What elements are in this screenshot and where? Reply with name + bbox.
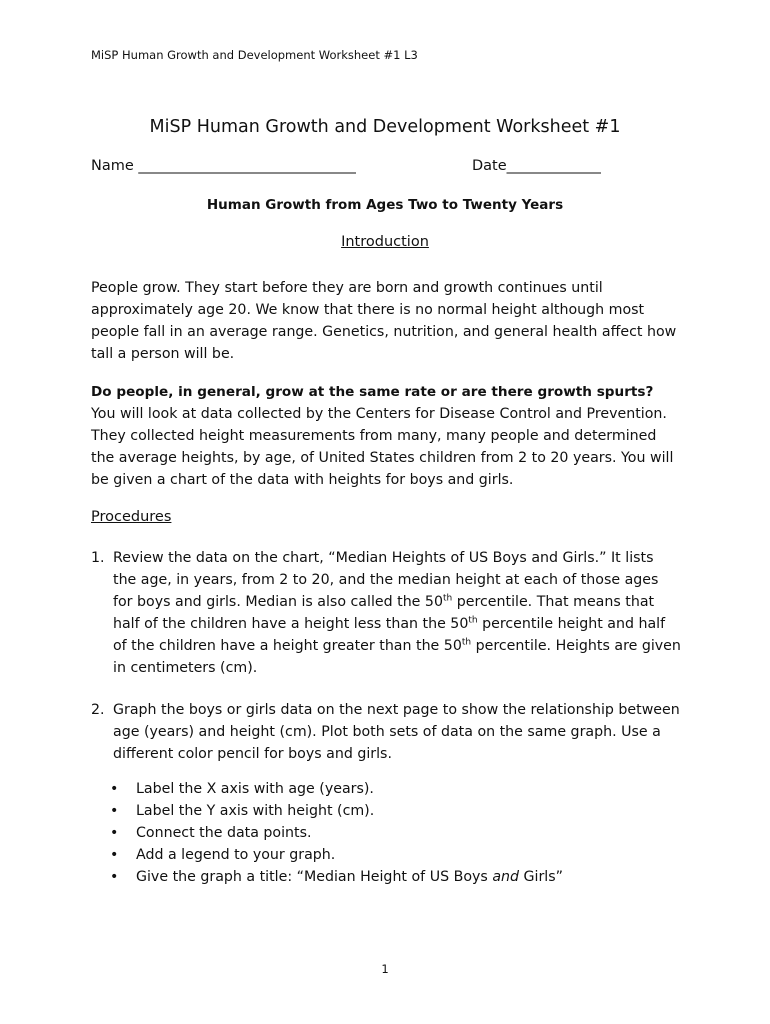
- superscript: th: [468, 615, 478, 626]
- question-bold: Do people, in general, grow at the same rate or are there growth spurts?: [91, 384, 654, 400]
- item-text-part: Review the data on the chart, “Median Heights of US Boys and Girls.” It lists the age, in years, from 2 to 20, and the median height at each of those ages for boys and girls. Median is also called the 50: [113, 550, 659, 610]
- procedure-item-1: [91, 547, 681, 679]
- name-field: Name ______________________________: [91, 158, 356, 174]
- page-title: MiSP Human Growth and Development Worksheet #1: [149, 117, 621, 137]
- superscript: th: [461, 637, 472, 648]
- question-rest: You will look at data collected by the Centers for Disease Control and Prevention. They collected height measurements from many, many people and determined the average heights, by age, of United States children from 2 to 20 years. You will be given a chart of the data with heights for boys and girls.: [91, 406, 674, 488]
- bullet-icon: •: [110, 781, 119, 797]
- italic-text: and: [492, 869, 520, 885]
- list-item: [110, 822, 563, 844]
- introduction-heading: Introduction: [341, 234, 429, 250]
- bullet-icon: •: [110, 847, 119, 863]
- procedure-item-2: [91, 699, 681, 765]
- intro-paragraph: People grow. They start before they are born and growth continues until approximately age 20. We know that there is no normal height although most people fall in an average range. Genetics, nutrition, and general health affect how tall a person will be.: [91, 280, 677, 362]
- list-item-text: Label the X axis with age (years).: [136, 781, 374, 797]
- list-item-text: Give the graph a title: “Median Height of US Boys: [136, 869, 493, 885]
- item-text-part: percentile. That means that half of the children have a height less than the 50: [113, 594, 655, 632]
- instruction-bullet-list: [110, 778, 563, 888]
- subtitle: Human Growth from Ages Two to Twenty Years: [206, 197, 564, 213]
- bullet-icon: •: [110, 803, 119, 819]
- running-header: MiSP Human Growth and Development Worksheet #1 L3: [91, 48, 418, 62]
- list-item-text: Add a legend to your graph.: [136, 847, 336, 863]
- superscript: th: [442, 593, 453, 604]
- list-item-text: Connect the data points.: [136, 825, 312, 841]
- item-text: Graph the boys or girls data on the next page to show the relationship between age (years) and height (cm). Plot both sets of data on the same graph. Use a different color pencil for boys and girls.: [113, 702, 680, 762]
- bullet-icon: •: [110, 869, 119, 885]
- page-number: 1: [381, 962, 389, 976]
- procedures-heading: Procedures: [91, 509, 172, 525]
- list-item: [110, 866, 563, 888]
- item-text: [113, 547, 681, 679]
- bullet-icon: •: [110, 825, 119, 841]
- question-paragraph: [91, 381, 681, 491]
- list-item-text: Girls”: [519, 869, 563, 885]
- list-item-text: Label the Y axis with height (cm).: [136, 803, 375, 819]
- list-item: [110, 778, 563, 800]
- item-number: 2.: [91, 702, 105, 718]
- date-field: Date_____________: [472, 158, 601, 174]
- list-item: [110, 844, 563, 866]
- list-item: [110, 800, 563, 822]
- item-text-part: percentile. Heights are given in centimeters (cm).: [113, 638, 681, 676]
- item-number: 1.: [91, 550, 105, 566]
- item-text-part: percentile height and half of the children have a height greater than the 50: [113, 616, 666, 654]
